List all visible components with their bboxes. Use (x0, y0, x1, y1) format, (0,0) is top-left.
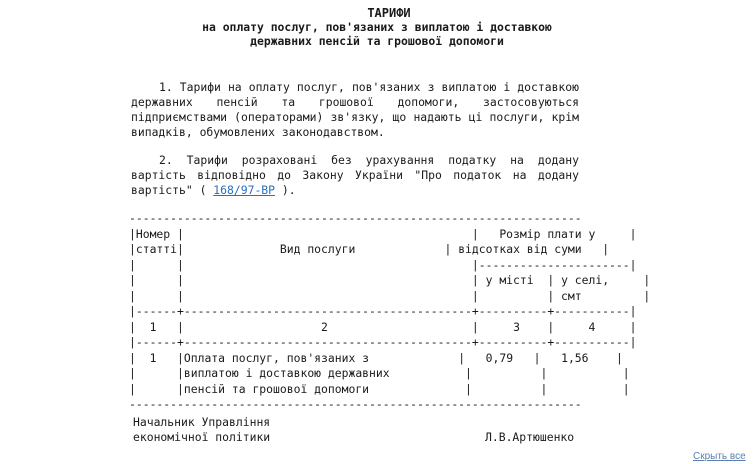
signature-position-1: Начальник Управління (133, 415, 271, 429)
title-main: ТАРИФИ (367, 6, 411, 20)
paragraph-2-prefix: вартість" ( (131, 183, 214, 197)
row-number: 1 (149, 350, 157, 365)
paragraph-1-line: 1. Тарифи на оплату послуг, пов'язаних з виплатою і доставкою (159, 80, 579, 94)
row-service-line: пенсій та грошової допомоги (183, 381, 370, 396)
row-service-line: виплатою і доставкою державних (183, 366, 390, 380)
header-number-2: статті (135, 242, 178, 256)
title-line-2: державних пенсій та грошової допомоги (250, 34, 504, 48)
title-line-1: на оплату послуг, пов'язаних з виплатою і доставкою (202, 20, 552, 34)
paragraph-2 (131, 153, 579, 198)
row-service-line: Оплата послуг, пов'язаних з (183, 350, 370, 365)
paragraph-2-line: 2. Тарифи розраховані без урахування податку на додану (159, 153, 579, 167)
paragraph-2-line (131, 183, 579, 198)
header-village-1: у селі, (561, 273, 610, 287)
row-village-value: 1,56 (561, 350, 589, 365)
column-number: 2 (321, 319, 328, 334)
tariff-table: ------------------------------------------------------------------ |Номер | | Розмір плати у | |статті| Вид послуги | відсотках від суми | | | |----------------------| | | | у місті | у селі, | | | | | смт | |------+------------------------------------------+----------+-----------| | 1 | 2 | 3 | 4 | |------+------------------------------------------+----------+-----------| | 1 |Оплата послуг, пов'язаних з | 0,79 | 1,56 | | |виплатою і доставкою державних | | | | |пенсій та грошової допомоги | | | ------------------------------------------------------------------ (129, 211, 651, 411)
paragraph-2-suffix: ). (275, 183, 296, 197)
document-title (0, 6, 754, 48)
paragraph-1-line: підприємствами (операторами) зв'язку, що надають ці послуги, крім (131, 110, 579, 124)
column-number: 3 (513, 319, 520, 334)
header-city: у місті (485, 273, 534, 287)
paragraph-1 (131, 80, 579, 140)
signature-position-2: економічної політики (133, 430, 271, 444)
signature-name: Л.В.Артюшенко (485, 430, 575, 444)
hide-all-link[interactable]: Скрыть все (693, 451, 746, 462)
header-number-1: Номер (135, 226, 171, 241)
paragraph-1-line: державних пенсій та грошової допомоги, застосовуються (131, 95, 579, 109)
header-service: Вид послуги (279, 242, 356, 256)
paragraph-1-line: випадків, обумовлених законодавством. (131, 125, 385, 139)
header-fee-1: Розмір плати у (499, 226, 596, 241)
column-number: 1 (149, 319, 157, 334)
header-village-2: смт (561, 288, 582, 303)
law-link[interactable]: 168/97-ВР (213, 183, 276, 197)
paragraph-2-line: вартість відповідно до Закону України "Про податок на додану (131, 168, 579, 182)
header-fee-2: відсотках від суми (458, 242, 582, 256)
row-city-value: 0,79 (485, 350, 514, 365)
column-number: 4 (588, 319, 596, 334)
